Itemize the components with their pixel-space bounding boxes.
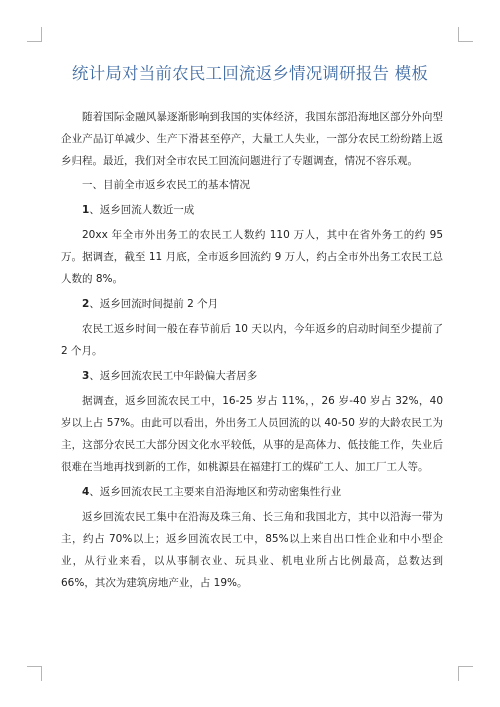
intro-paragraph: 随着国际金融风暴逐渐影响到我国的实体经济，我国东部沿海地区部分外向型企业产品订单减少、生产下滑甚至停产，大量工人失业，一部分农民工纷纷踏上返乡归程。最近，我们对全市农民工回流问题进行了专题调查，情况不容乐观。 — [61, 111, 443, 167]
item-body-1: 20xx 年全市外出务工的农民工人数约 110 万人，其中在省外务工的约 95 万。据调查，截至 11 月底，全市返乡回流约 9 万人，约占全市外出务工农民工总人数的 8%。 — [61, 229, 443, 285]
item-heading-2 — [61, 293, 443, 315]
crop-mark-top-right — [458, 27, 473, 42]
item-heading-text: 、返乡回流农民工主要来自沿海地区和劳动密集性行业 — [89, 486, 342, 498]
item-heading-text: 、返乡回流人数近一成 — [89, 204, 195, 216]
crop-mark-top-left — [27, 27, 42, 42]
item-heading-4 — [61, 481, 443, 503]
item-body-4: 返乡回流农民工集中在沿海及珠三角、长三角和我国北方，其中以沿海一带为主，约占 70%以上；返乡回流农民工中，85%以上来自出口性企业和中小型企业，从行业来看，以从事制衣业、玩具业、机电业所占比例最高，总数达到 66%，其次为建筑房地产业，占 19%。 — [61, 511, 443, 589]
document-body — [61, 106, 443, 594]
crop-mark-bottom-right — [458, 666, 473, 681]
document-title: 统计局对当前农民工回流返乡情况调研报告 模板 — [71, 64, 429, 83]
item-number: 4 — [82, 486, 90, 498]
item-body-2: 农民工返乡时间一般在春节前后 10 天以内，今年返乡的启动时间至少提前了 2 个月。 — [61, 323, 443, 357]
item-heading-1 — [61, 199, 443, 221]
item-heading-text: 、返乡回流时间提前 2 个月 — [89, 298, 219, 310]
item-heading-3 — [61, 365, 443, 387]
item-number: 3 — [82, 370, 90, 382]
crop-mark-bottom-left — [27, 666, 42, 681]
item-number: 1 — [82, 204, 90, 216]
item-number: 2 — [82, 298, 90, 310]
item-heading-text: 、返乡回流农民工中年龄偏大者居多 — [89, 370, 258, 382]
item-body-3: 据调查，返乡回流农民工中，16-25 岁占 11%，，26 岁-40 岁占 32%，40 岁以上占 57%。由此可以看出，外出务工人员回流的以 40-50 岁的大龄农民工为主，这部分农民工大部分因文化水平较低，从事的是高体力、低技能工作，失业后很难在当地再找到新的工作，如桃源县在福建打工的煤矿工人、加工厂工人等。 — [61, 395, 443, 473]
section-heading: 一、目前全市返乡农民工的基本情况 — [82, 179, 250, 191]
